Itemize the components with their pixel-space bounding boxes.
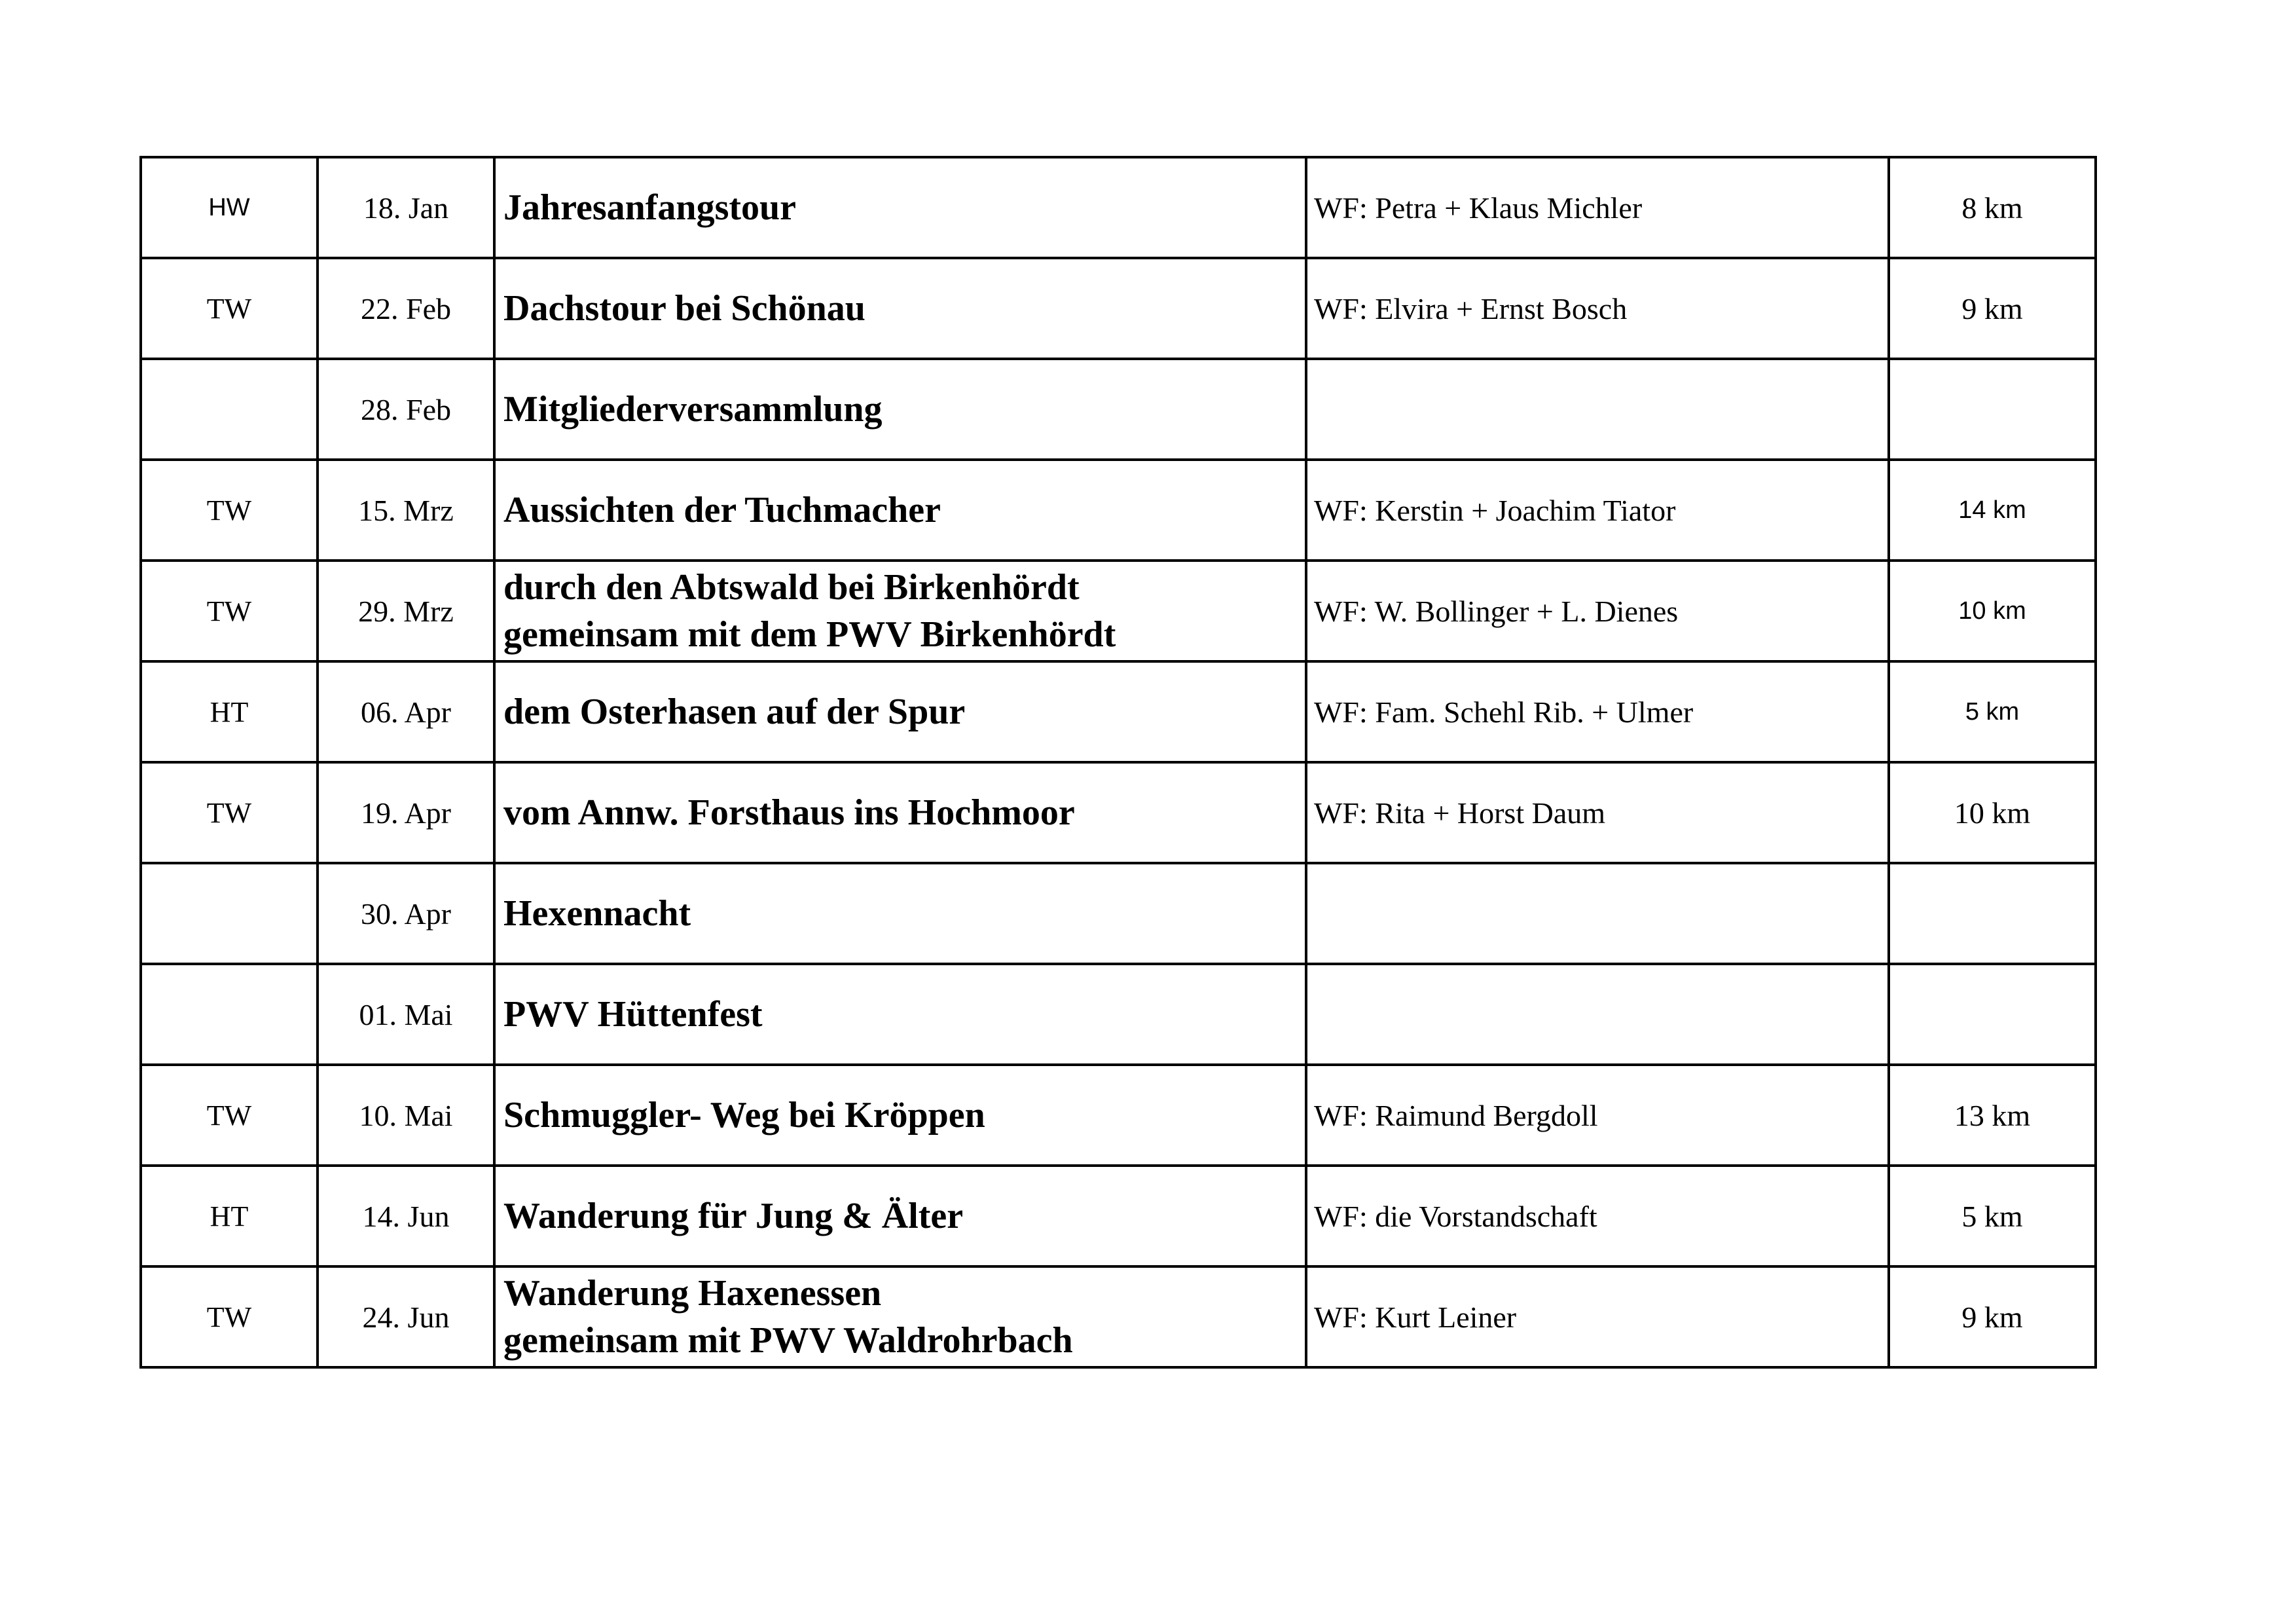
event-title-cell: [494, 1166, 1306, 1266]
table-row: [141, 1166, 2096, 1266]
distance-cell: [1889, 359, 2096, 460]
event-title-cell: [494, 661, 1306, 762]
distance-cell: 9 km: [1889, 1266, 2096, 1367]
event-title-line: Dachstour bei Schönau: [503, 288, 866, 329]
distance-cell: 9 km: [1889, 258, 2096, 359]
table-row: [141, 964, 2096, 1065]
event-title-cell: [494, 863, 1306, 964]
table-row: [141, 561, 2096, 661]
date-cell: 19. Apr: [318, 762, 494, 863]
tour-type-cell: TW: [141, 1065, 318, 1166]
date-cell: 24. Jun: [318, 1266, 494, 1367]
date-cell: 18. Jan: [318, 157, 494, 258]
distance-cell: 8 km: [1889, 157, 2096, 258]
tour-type-cell: TW: [141, 762, 318, 863]
tour-type-cell: HT: [141, 1166, 318, 1266]
distance-cell: 13 km: [1889, 1065, 2096, 1166]
date-cell: 01. Mai: [318, 964, 494, 1065]
event-title-cell: [494, 359, 1306, 460]
guide-cell: [1306, 863, 1889, 964]
guide-cell: WF: Raimund Bergdoll: [1306, 1065, 1889, 1166]
table-row: [141, 661, 2096, 762]
table-row: [141, 460, 2096, 561]
tour-type-cell: TW: [141, 258, 318, 359]
table-row: [141, 359, 2096, 460]
date-cell: 30. Apr: [318, 863, 494, 964]
date-cell: 22. Feb: [318, 258, 494, 359]
date-cell: 14. Jun: [318, 1166, 494, 1266]
event-title-cell: [494, 561, 1306, 661]
guide-cell: WF: Rita + Horst Daum: [1306, 762, 1889, 863]
guide-cell: WF: Elvira + Ernst Bosch: [1306, 258, 1889, 359]
guide-cell: [1306, 964, 1889, 1065]
distance-cell: 10 km: [1889, 561, 2096, 661]
event-title-cell: [494, 1266, 1306, 1367]
event-title-line: Schmuggler- Weg bei Kröppen: [503, 1095, 985, 1135]
guide-cell: WF: die Vorstandschaft: [1306, 1166, 1889, 1266]
table-row: [141, 157, 2096, 258]
event-title-line: Mitgliederversammlung: [503, 389, 883, 430]
distance-cell: 5 km: [1889, 1166, 2096, 1266]
guide-cell: WF: Petra + Klaus Michler: [1306, 157, 1889, 258]
date-cell: 29. Mrz: [318, 561, 494, 661]
distance-cell: 5 km: [1889, 661, 2096, 762]
tour-type-cell: HW: [141, 157, 318, 258]
tour-type-cell: TW: [141, 460, 318, 561]
event-title-line: Jahresanfangstour: [503, 187, 797, 228]
event-title-line: gemeinsam mit PWV Waldrohrbach: [503, 1320, 1073, 1361]
date-cell: 06. Apr: [318, 661, 494, 762]
tour-type-cell: [141, 964, 318, 1065]
table-row: [141, 1065, 2096, 1166]
guide-cell: WF: W. Bollinger + L. Dienes: [1306, 561, 1889, 661]
distance-cell: [1889, 964, 2096, 1065]
event-title-cell: [494, 258, 1306, 359]
distance-cell: [1889, 863, 2096, 964]
date-cell: 28. Feb: [318, 359, 494, 460]
date-cell: 15. Mrz: [318, 460, 494, 561]
tour-type-cell: HT: [141, 661, 318, 762]
event-title-cell: [494, 762, 1306, 863]
distance-cell: 10 km: [1889, 762, 2096, 863]
table-row: [141, 1266, 2096, 1367]
event-title-cell: [494, 1065, 1306, 1166]
table-row: [141, 762, 2096, 863]
event-title-line: Aussichten der Tuchmacher: [503, 490, 941, 530]
event-title-cell: [494, 964, 1306, 1065]
event-title-line: Hexennacht: [503, 893, 691, 934]
tour-type-cell: [141, 359, 318, 460]
event-title-line: PWV Hüttenfest: [503, 994, 763, 1035]
event-title-cell: [494, 460, 1306, 561]
event-title-line: dem Osterhasen auf der Spur: [503, 692, 966, 732]
tour-type-cell: TW: [141, 1266, 318, 1367]
tour-type-cell: [141, 863, 318, 964]
hiking-schedule-table: [139, 156, 2097, 1369]
guide-cell: WF: Kurt Leiner: [1306, 1266, 1889, 1367]
schedule-body: [141, 157, 2096, 1367]
event-title-line: Wanderung für Jung & Älter: [503, 1196, 964, 1236]
guide-cell: [1306, 359, 1889, 460]
distance-cell: 14 km: [1889, 460, 2096, 561]
event-title-cell: [494, 157, 1306, 258]
tour-type-cell: TW: [141, 561, 318, 661]
table-row: [141, 258, 2096, 359]
event-title-line: gemeinsam mit dem PWV Birkenhördt: [503, 614, 1116, 655]
guide-cell: WF: Fam. Schehl Rib. + Ulmer: [1306, 661, 1889, 762]
event-title-line: vom Annw. Forsthaus ins Hochmoor: [503, 792, 1075, 833]
table-row: [141, 863, 2096, 964]
date-cell: 10. Mai: [318, 1065, 494, 1166]
event-title-line: durch den Abtswald bei Birkenhördt: [503, 567, 1080, 608]
event-title-line: Wanderung Haxenessen: [503, 1273, 882, 1314]
guide-cell: WF: Kerstin + Joachim Tiator: [1306, 460, 1889, 561]
